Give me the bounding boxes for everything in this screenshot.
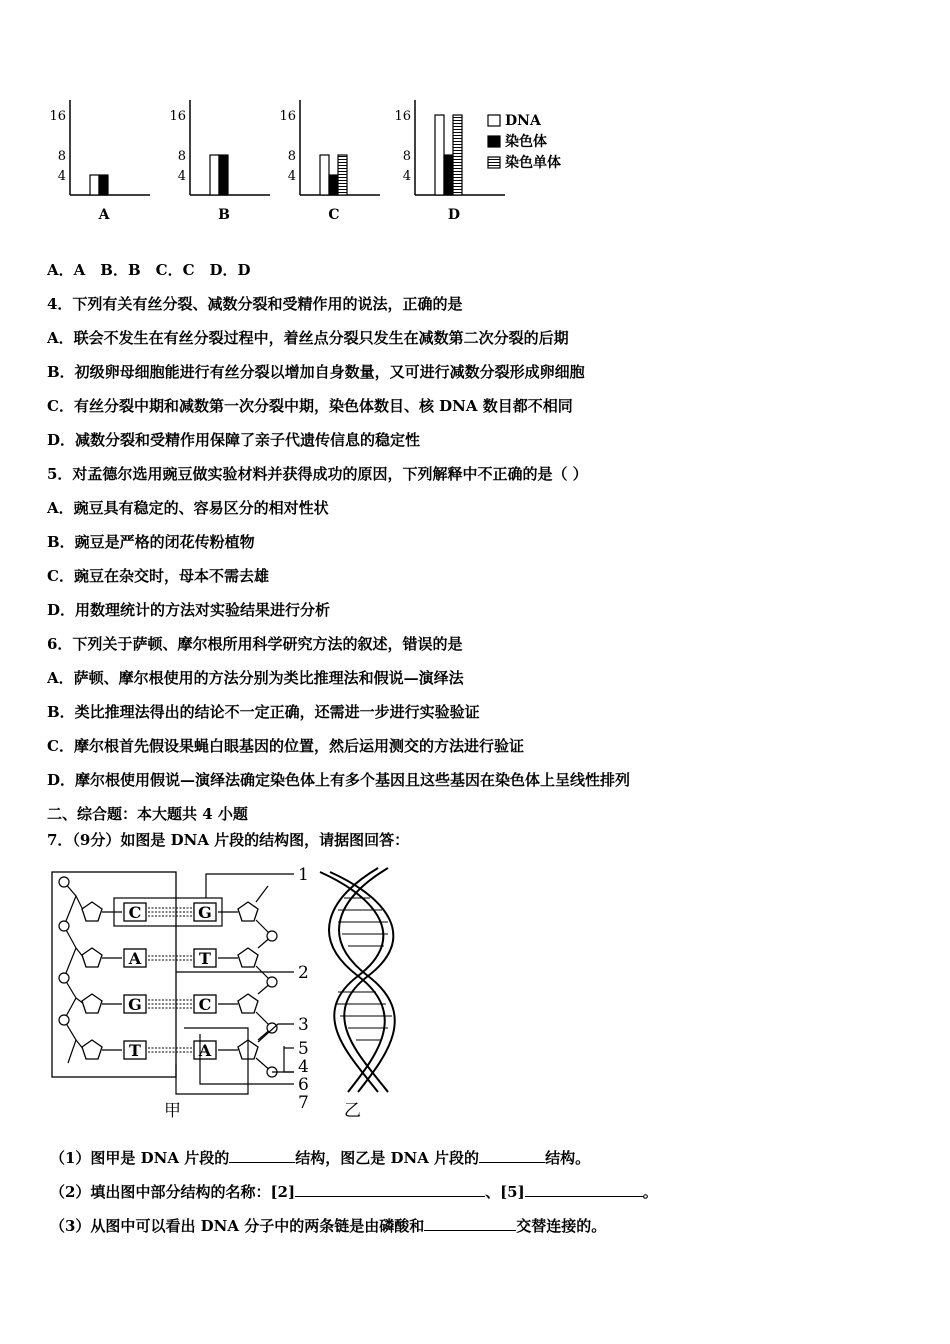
y-tick-label: 8 (287, 149, 296, 164)
q6-option-c: C．摩尔根首先假设果蝇白眼基因的位置，然后运用测交的方法进行验证 (47, 737, 524, 755)
q6-option-d: D．摩尔根使用假说—演绎法确定染色体上有多个基因且这些基因在染色体上呈线性排列 (47, 771, 631, 789)
left-deoxyribose (82, 902, 102, 921)
y-tick-label: 4 (402, 169, 411, 184)
chart-legend (488, 113, 561, 171)
y-tick-label: 16 (279, 109, 296, 124)
y-tick-label: 16 (49, 109, 66, 124)
answer-blank-1b[interactable] (479, 1148, 545, 1163)
label-5: 5 (298, 1039, 309, 1059)
y-tick-label: 4 (287, 169, 296, 184)
q4-stem: 4．下列有关有丝分裂、减数分裂和受精作用的说法，正确的是 (47, 295, 463, 313)
double-helix (320, 868, 395, 1092)
q4-option-c: C．有丝分裂中期和减数第一次分裂中期，染色体数目、核 DNA 数目都不相同 (47, 397, 573, 415)
base-left-C: C (128, 903, 142, 922)
bar-chromosome (99, 175, 108, 195)
base-right-T: T (199, 949, 211, 968)
q3-options: A．A B．B C．C D．D (47, 261, 251, 279)
label-2: 2 (298, 963, 309, 983)
legend-label-chromosome: 染色体 (505, 134, 547, 150)
left-deoxyribose (82, 948, 102, 967)
base-right-A: A (198, 1041, 212, 1060)
q7-sub2: （2）填出图中部分结构的名称：[2] 、[5] 。 (50, 1183, 658, 1201)
q5-option-c: C．豌豆在杂交时，母本不需去雄 (47, 567, 269, 585)
answer-blank-3[interactable] (424, 1216, 516, 1231)
right-deoxyribose (238, 994, 258, 1013)
answer-blank-2a[interactable] (295, 1182, 485, 1197)
q5-option-d: D．用数理统计的方法对实验结果进行分析 (47, 601, 331, 619)
q4-option-b: B．初级卵母细胞能进行有丝分裂以增加自身数量，又可进行减数分裂形成卵细胞 (47, 363, 585, 381)
label-1: 1 (298, 865, 309, 885)
bar-dna (435, 115, 444, 195)
bar-dna (320, 155, 329, 195)
q6-option-a: A．萨顿、摩尔根使用的方法分别为类比推理法和假说—演绎法 (47, 669, 464, 687)
legend-swatch-chromatid (488, 157, 500, 168)
category-label: B (218, 207, 230, 223)
y-tick-label: 8 (57, 149, 66, 164)
base-right-G: G (198, 903, 212, 922)
category-label: A (98, 207, 110, 223)
legend-label-chromatid: 染色单体 (505, 155, 561, 171)
answer-blank-2b[interactable] (525, 1182, 643, 1197)
label-4: 4 (298, 1057, 309, 1077)
q6-stem: 6．下列关于萨顿、摩尔根所用科学研究方法的叙述，错误的是 (47, 635, 463, 653)
q5-option-b: B．豌豆是严格的闭花传粉植物 (47, 533, 255, 551)
y-tick-label: 8 (402, 149, 411, 164)
left-deoxyribose (82, 1040, 102, 1059)
bar-chromosome (219, 155, 228, 195)
figure-caption-jia: 甲 (164, 1101, 181, 1121)
right-deoxyribose (238, 902, 258, 921)
y-tick-label: 4 (57, 169, 66, 184)
q4-option-d: D．减数分裂和受精作用保障了亲子代遗传信息的稳定性 (47, 431, 421, 449)
y-tick-label: 4 (177, 169, 186, 184)
bar-chromatid (338, 155, 347, 195)
right-deoxyribose (238, 948, 258, 967)
left-deoxyribose (82, 994, 102, 1013)
legend-swatch-dna (488, 115, 500, 126)
chromosome-dna-bar-charts (40, 95, 600, 230)
q5-option-a: A．豌豆具有稳定的、容易区分的相对性状 (47, 499, 329, 517)
bar-chromosome (444, 155, 453, 195)
legend-label-dna: DNA (505, 113, 541, 129)
legend-swatch-chromosome (488, 136, 500, 147)
figure-caption-yi: 乙 (344, 1101, 361, 1121)
left-backbone (64, 882, 84, 1063)
q7-sub3: （3）从图中可以看出 DNA 分子中的两条链是由磷酸和 交替连接的。 (50, 1217, 607, 1235)
section-heading: 二、综合题：本大题共 4 小题 (47, 805, 248, 823)
y-tick-label: 16 (169, 109, 186, 124)
bar-dna (90, 175, 99, 195)
dna-structure-figure (48, 858, 418, 1123)
base-right-C: C (198, 995, 212, 1014)
base-left-A: A (128, 949, 142, 968)
q4-option-a: A．联会不发生在有丝分裂过程中，着丝点分裂只发生在减数第二次分裂的后期 (47, 329, 569, 347)
q7-stem: 7．（9分）如图是 DNA 片段的结构图，请据图回答： (47, 831, 410, 849)
q5-stem: 5．对孟德尔选用豌豆做实验材料并获得成功的原因，下列解释中不正确的是（ ） (47, 465, 588, 483)
category-label: D (447, 207, 461, 223)
q6-option-b: B．类比推理法得出的结论不一定正确，还需进一步进行实验验证 (47, 703, 480, 721)
base-left-G: G (128, 995, 142, 1014)
y-tick-label: 8 (177, 149, 186, 164)
label-7: 7 (298, 1093, 309, 1113)
y-tick-label: 16 (394, 109, 411, 124)
bar-chromosome (329, 175, 338, 195)
label-6: 6 (298, 1075, 309, 1095)
left-phosphates (59, 877, 69, 1025)
bar-chromatid (453, 115, 462, 195)
q7-sub1: （1）图甲是 DNA 片段的 结构，图乙是 DNA 片段的 结构。 (50, 1149, 591, 1167)
category-label: C (328, 207, 340, 223)
base-left-T: T (129, 1041, 141, 1060)
bar-dna (210, 155, 219, 195)
answer-blank-1a[interactable] (229, 1148, 295, 1163)
right-phosphates (267, 931, 277, 1077)
label-3: 3 (298, 1015, 309, 1035)
